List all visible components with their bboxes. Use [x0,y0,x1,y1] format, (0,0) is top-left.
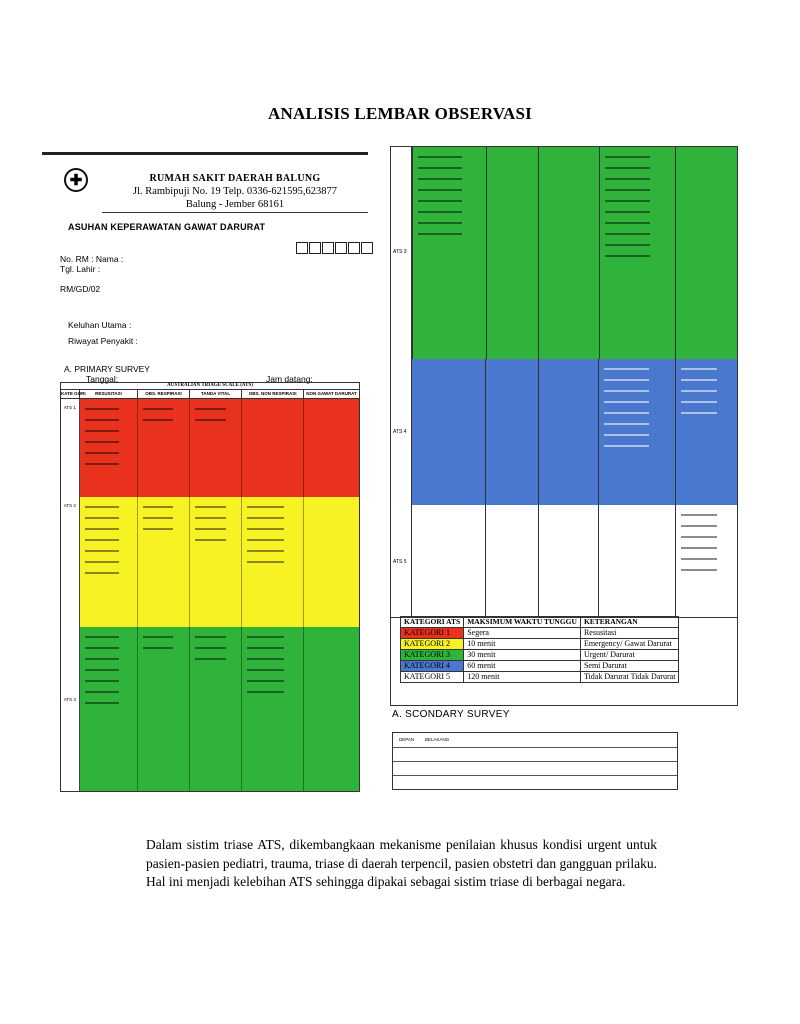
ats-table [60,382,360,792]
category-note: Tidak Darurat Tidak Darurat [580,672,678,683]
rm-number-boxes [296,242,374,254]
form-code: RM/GD/02 [60,284,101,294]
hospital-name: RUMAH SAKIT DAERAH BALUNG [149,173,321,184]
body-paragraph: Dalam sistim triase ATS, dikembangkaan mekanisme penilaian khusus kondisi urgent untuk pasien-pasien pediatri, trauma, triase di daerah terpencil, pasien obstetri dan gangguan prilaku. Hal ini menjadi kelebihan ATS sehingga dipakai sebagai sistim triase di berbagai negara. [146,837,657,890]
form-title: ASUHAN KEPERAWATAN GAWAT DARURAT [68,222,266,232]
col-non-gawat: NON GAWAT DARURAT [306,391,357,396]
category-row [401,672,679,683]
hospital-address: Jl. Rambipuji No. 19 Telp. 0336-621595,623877 [132,186,338,197]
col-obs-non-respirasi: OBS. NON RESPIRASI [242,390,304,398]
ats2-label: ATS 2 [61,497,80,627]
primary-survey-heading: A. PRIMARY SURVEY [64,364,150,374]
jam-datang-label: Jam datang: [266,374,313,384]
ats1-label: ATS 1 [61,399,80,497]
no-rm-label: No. RM : Nama : [60,254,124,264]
belakang-label: BELAKANG [425,737,450,742]
tgl-lahir-label: Tgl. Lahir : [60,264,101,274]
category-wait: 60 menit [464,661,581,672]
ats2-band [61,497,359,627]
header-rule [102,212,368,213]
category-name: KATEGORI 3 [401,650,464,661]
category-wait: 120 menit [464,672,581,683]
category-row [401,639,679,650]
ats3-label-right: ATS 3 [393,248,407,255]
ats1-band [61,399,359,497]
top-rule [42,152,368,155]
category-row [401,650,679,661]
ats5-label-right: ATS 5 [393,558,407,565]
secondary-survey-heading: A. SCONDARY SURVEY [392,709,510,720]
secondary-survey-table [392,732,678,790]
category-note: Resusitasi [580,628,678,639]
col-resusitasi: RESUSITASI [80,390,138,398]
category-row [401,661,679,672]
right-form-scan [390,146,738,792]
category-wait: Segera [464,628,581,639]
depan-label: DEPAN [399,737,415,742]
col-obs-respirasi: OBS. RESPIRASI [138,390,190,398]
ats3-label: ATS 3 [61,627,80,791]
left-form-scan [42,146,368,794]
category-row [401,628,679,639]
category-name: KATEGORI 1 [401,628,464,639]
category-name: KATEGORI 4 [401,661,464,672]
category-table [400,616,679,683]
category-wait: 30 menit [464,650,581,661]
riwayat-label: Riwayat Penyakit : [68,336,138,346]
category-wait: 10 menit [464,639,581,650]
category-note: Emergency/ Gawat Darurat [580,639,678,650]
keluhan-label: Keluhan Utama : [68,320,132,330]
cat-header-keterangan: KETERANGAN [580,617,678,628]
hospital-logo-icon: ✚ [64,168,88,192]
ats5-band-right [391,505,737,618]
ats-column-headers [61,389,359,399]
category-name: KATEGORI 5 [401,672,464,683]
hospital-header [102,172,368,211]
hospital-city: Balung - Jember 68161 [185,199,285,210]
col-tanda-vital: TANDA VITAL [190,390,242,398]
cat-header-kategori: KATEGORI ATS [401,617,464,628]
page-title: ANALISIS LEMBAR OBSERVASI [268,104,532,123]
ats3-band-right [391,147,737,360]
tanggal-label: Tanggal: [86,374,119,384]
col-kategori: KATE GORI [61,391,86,396]
category-name: KATEGORI 2 [401,639,464,650]
ats3-band [61,627,359,791]
ats4-band-right [391,359,737,506]
ats4-label-right: ATS 4 [393,429,407,436]
ats-table-title: AUSTRALIAN TRIAGE SCALE (ATS) [167,383,253,388]
cat-header-waktu: MAKSIMUM WAKTU TUNGGU [464,617,581,628]
category-note: Semi Darurat [580,661,678,672]
category-note: Urgent/ Darurat [580,650,678,661]
